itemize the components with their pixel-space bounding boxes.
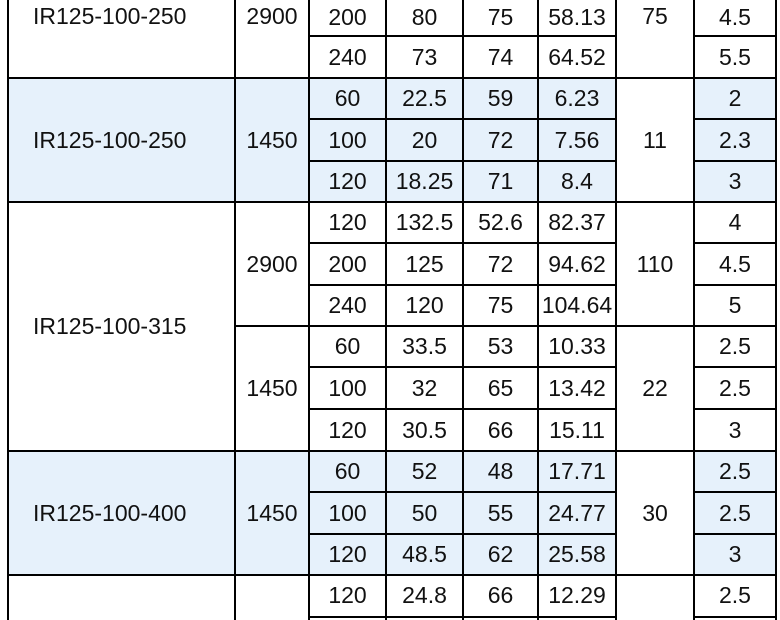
speed-cell: 2900 — [246, 3, 298, 29]
head-cell: 120 — [405, 292, 444, 318]
head-cell: 125 — [405, 250, 444, 277]
efficiency-cell: 66 — [487, 416, 514, 443]
npsh-cell: 2.5 — [719, 374, 751, 401]
row-divider — [693, 35, 777, 37]
model-cell: IR125-100-250 — [33, 126, 187, 153]
shaft-power-cell: 8.4 — [561, 168, 593, 194]
efficiency-cell: 72 — [487, 250, 514, 277]
npsh-cell: 5 — [728, 292, 742, 318]
row-divider — [308, 118, 617, 120]
model-cell: IR125-100-250 — [33, 3, 187, 29]
shaft-power-cell: 82.37 — [548, 209, 606, 235]
efficiency-cell: 59 — [487, 85, 514, 111]
head-cell: 48.5 — [402, 541, 447, 567]
shaft-power-cell: 10.33 — [548, 333, 606, 359]
power-cell: 22 — [642, 375, 668, 401]
column-divider — [615, 0, 617, 620]
efficiency-cell: 74 — [487, 43, 514, 70]
flow-cell: 60 — [334, 85, 361, 111]
row-divider — [308, 408, 617, 410]
npsh-cell: 4.5 — [719, 3, 751, 30]
row-divider — [693, 366, 777, 368]
row-divider — [693, 118, 777, 120]
efficiency-cell: 55 — [487, 499, 514, 526]
speed-cell: 1450 — [246, 126, 298, 153]
flow-cell: 100 — [328, 126, 367, 153]
npsh-cell: 2.3 — [719, 126, 751, 153]
group-divider — [7, 201, 777, 203]
shaft-power-cell: 15.11 — [549, 416, 605, 443]
npsh-cell: 5.5 — [719, 43, 751, 70]
shaft-power-cell: 25.58 — [548, 541, 606, 567]
row-divider — [308, 616, 617, 618]
head-cell: 73 — [411, 43, 438, 70]
group-divider — [7, 574, 777, 576]
efficiency-cell: 66 — [487, 582, 514, 608]
row-divider — [693, 533, 777, 535]
flow-cell: 60 — [334, 333, 361, 359]
head-cell: 32 — [411, 374, 438, 401]
column-divider — [385, 0, 387, 620]
row-divider — [693, 242, 777, 244]
model-cell: IR125-100-400 — [33, 499, 187, 526]
flow-cell: 200 — [328, 3, 367, 30]
shaft-power-cell: 104.64 — [541, 292, 613, 318]
row-divider — [308, 160, 617, 162]
flow-cell: 240 — [328, 292, 367, 318]
shaft-power-cell: 6.23 — [554, 85, 600, 111]
head-cell: 30.5 — [402, 416, 447, 443]
efficiency-cell: 75 — [487, 3, 514, 30]
head-cell: 18.25 — [395, 168, 454, 194]
head-cell: 50 — [411, 499, 438, 526]
speed-cell: 2900 — [246, 250, 298, 277]
head-cell: 22.5 — [402, 85, 447, 111]
column-divider — [234, 0, 236, 620]
shaft-power-cell: 7.56 — [554, 126, 600, 153]
flow-cell: 240 — [328, 43, 367, 70]
head-cell: 80 — [411, 3, 438, 30]
speed-cell: 1450 — [246, 499, 298, 526]
row-divider — [308, 366, 617, 368]
column-divider — [775, 0, 777, 620]
flow-cell: 200 — [328, 250, 367, 277]
npsh-cell: 3 — [728, 416, 742, 443]
row-divider — [308, 491, 617, 493]
row-divider — [693, 160, 777, 162]
row-divider — [308, 284, 617, 286]
group-divider — [7, 450, 777, 452]
npsh-cell: 4 — [728, 209, 742, 235]
flow-cell: 120 — [328, 168, 367, 194]
npsh-cell: 2 — [728, 85, 742, 111]
npsh-cell: 3 — [728, 168, 742, 194]
shaft-power-cell: 24.77 — [548, 499, 606, 526]
power-cell: 30 — [642, 499, 668, 526]
npsh-cell: 3 — [728, 541, 742, 567]
row-divider — [693, 408, 777, 410]
row-divider — [308, 35, 617, 37]
npsh-cell: 2.5 — [719, 333, 751, 359]
efficiency-cell: 48 — [487, 458, 514, 484]
flow-cell: 120 — [328, 582, 367, 608]
column-divider — [7, 0, 9, 620]
flow-cell: 120 — [328, 416, 367, 443]
flow-cell: 100 — [328, 499, 367, 526]
head-cell: 132.5 — [395, 209, 454, 235]
model-cell: IR125-100-315 — [33, 313, 187, 339]
speed-cell: 1450 — [246, 375, 298, 401]
flow-cell: 120 — [328, 541, 367, 567]
head-cell: 24.8 — [402, 582, 447, 608]
flow-cell: 100 — [328, 374, 367, 401]
shaft-power-cell: 17.71 — [548, 458, 606, 484]
row-divider — [693, 491, 777, 493]
column-divider — [693, 0, 695, 620]
row-divider — [693, 616, 777, 618]
efficiency-cell: 71 — [487, 168, 514, 194]
power-cell: 110 — [636, 250, 674, 277]
power-cell: 11 — [643, 126, 667, 153]
column-divider — [308, 0, 310, 620]
npsh-cell: 2.5 — [719, 499, 751, 526]
shaft-power-cell: 94.62 — [548, 250, 606, 277]
head-cell: 33.5 — [402, 333, 447, 359]
head-cell: 20 — [411, 126, 438, 153]
row-divider — [308, 533, 617, 535]
efficiency-cell: 52.6 — [478, 209, 523, 235]
row-divider — [693, 284, 777, 286]
efficiency-cell: 62 — [487, 541, 514, 567]
head-cell: 52 — [411, 458, 438, 484]
npsh-cell: 4.5 — [719, 250, 751, 277]
npsh-cell: 2.5 — [719, 582, 751, 608]
shaft-power-cell: 58.13 — [548, 3, 606, 30]
group-divider — [7, 77, 777, 79]
power-cell: 75 — [642, 3, 668, 29]
flow-cell: 60 — [334, 458, 361, 484]
shaft-power-cell: 12.29 — [548, 582, 606, 608]
row-divider — [308, 242, 617, 244]
efficiency-cell: 53 — [487, 333, 514, 359]
column-divider — [537, 0, 539, 620]
shaft-power-cell: 13.42 — [548, 374, 606, 401]
shaft-power-cell: 64.52 — [548, 43, 606, 70]
column-divider — [462, 0, 464, 620]
flow-cell: 120 — [328, 209, 367, 235]
efficiency-cell: 72 — [487, 126, 514, 153]
efficiency-cell: 65 — [487, 374, 514, 401]
efficiency-cell: 75 — [487, 292, 514, 318]
npsh-cell: 2.5 — [719, 458, 751, 484]
subgroup-divider — [234, 325, 777, 327]
